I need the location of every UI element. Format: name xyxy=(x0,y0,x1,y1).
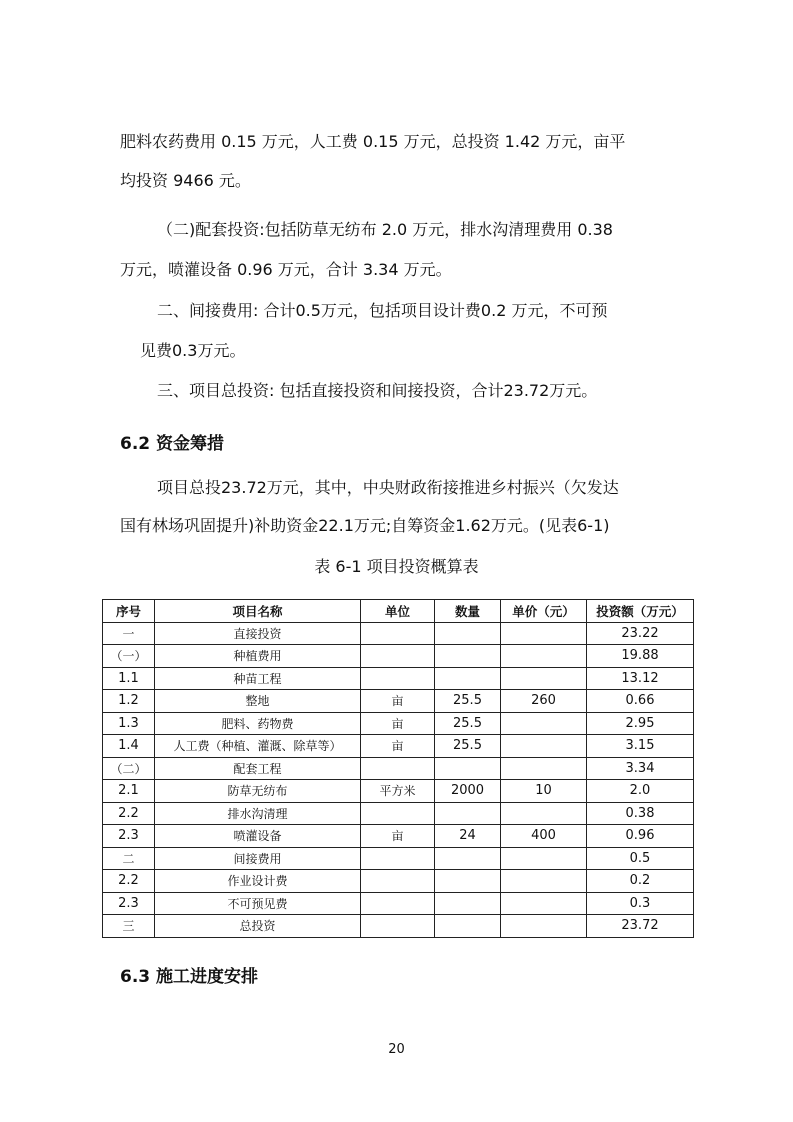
investment-table xyxy=(102,599,694,938)
table-row xyxy=(103,892,694,915)
cell-seq: 2.3 xyxy=(103,825,155,848)
cell-unit-price: 260 xyxy=(501,690,587,713)
paragraph-line: 国有林场巩固提升)补助资金22.1万元;自筹资金1.62万元。(见表6-1) xyxy=(120,516,610,535)
header-quantity: 数量 xyxy=(435,600,501,623)
cell-unit-price xyxy=(501,622,587,645)
header-item-name: 项目名称 xyxy=(155,600,361,623)
paragraph-line: （二)配套投资:包括防草无纺布 2.0 万元，排水沟清理费用 0.38 xyxy=(157,220,613,239)
table-row xyxy=(103,667,694,690)
cell-investment: 0.5 xyxy=(587,847,694,870)
paragraph-line: 均投资 9466 元。 xyxy=(120,171,251,190)
cell-unit xyxy=(361,757,435,780)
cell-item-name: 总投资 xyxy=(155,915,361,938)
cell-seq: 三 xyxy=(103,915,155,938)
cell-unit-price: 10 xyxy=(501,780,587,803)
cell-investment: 0.66 xyxy=(587,690,694,713)
cell-seq: 2.3 xyxy=(103,892,155,915)
table-caption: 表 6-1 项目投资概算表 xyxy=(314,557,479,576)
header-investment: 投资额（万元） xyxy=(587,600,694,623)
table-row xyxy=(103,825,694,848)
cell-quantity xyxy=(435,915,501,938)
cell-seq: 二 xyxy=(103,847,155,870)
cell-quantity: 25.5 xyxy=(435,735,501,758)
cell-item-name: 排水沟清理 xyxy=(155,802,361,825)
cell-investment: 2.0 xyxy=(587,780,694,803)
cell-item-name: 种苗工程 xyxy=(155,667,361,690)
table-row xyxy=(103,802,694,825)
cell-item-name: 喷灌设备 xyxy=(155,825,361,848)
paragraph-line: 肥料农药费用 0.15 万元，人工费 0.15 万元，总投资 1.42 万元，亩平 xyxy=(120,132,626,151)
cell-quantity: 25.5 xyxy=(435,690,501,713)
table-row xyxy=(103,622,694,645)
cell-quantity xyxy=(435,667,501,690)
cell-unit xyxy=(361,915,435,938)
cell-unit-price xyxy=(501,667,587,690)
page-number: 20 xyxy=(388,1042,405,1057)
cell-quantity xyxy=(435,847,501,870)
cell-investment: 0.38 xyxy=(587,802,694,825)
cell-seq: 2.2 xyxy=(103,870,155,893)
cell-item-name: 作业设计费 xyxy=(155,870,361,893)
header-seq: 序号 xyxy=(103,600,155,623)
cell-item-name: 人工费（种植、灌溉、除草等） xyxy=(155,735,361,758)
header-unit-price: 单价（元） xyxy=(501,600,587,623)
cell-seq: 1.3 xyxy=(103,712,155,735)
section-heading: 6.2 资金筹措 xyxy=(120,434,225,454)
cell-item-name: 间接费用 xyxy=(155,847,361,870)
paragraph-line: 见费0.3万元。 xyxy=(140,341,246,360)
cell-investment: 3.34 xyxy=(587,757,694,780)
cell-item-name: 防草无纺布 xyxy=(155,780,361,803)
cell-investment: 2.95 xyxy=(587,712,694,735)
cell-quantity xyxy=(435,892,501,915)
cell-quantity: 24 xyxy=(435,825,501,848)
cell-item-name: 种植费用 xyxy=(155,645,361,668)
cell-unit-price xyxy=(501,802,587,825)
cell-quantity xyxy=(435,645,501,668)
cell-seq: 2.1 xyxy=(103,780,155,803)
cell-investment: 3.15 xyxy=(587,735,694,758)
table-row xyxy=(103,690,694,713)
cell-quantity xyxy=(435,870,501,893)
cell-unit-price xyxy=(501,870,587,893)
cell-unit-price xyxy=(501,757,587,780)
cell-unit xyxy=(361,645,435,668)
paragraph-line: 项目总投23.72万元，其中，中央财政衔接推进乡村振兴（欠发达 xyxy=(157,478,619,497)
cell-unit xyxy=(361,847,435,870)
cell-unit xyxy=(361,802,435,825)
cell-quantity xyxy=(435,622,501,645)
table-header-row xyxy=(103,600,694,623)
paragraph-line: 三、项目总投资: 包括直接投资和间接投资，合计23.72万元。 xyxy=(157,381,598,400)
cell-seq: （二） xyxy=(103,757,155,780)
cell-seq: 1.1 xyxy=(103,667,155,690)
cell-quantity xyxy=(435,757,501,780)
cell-unit: 亩 xyxy=(361,690,435,713)
cell-unit: 平方米 xyxy=(361,780,435,803)
cell-unit-price xyxy=(501,892,587,915)
cell-unit: 亩 xyxy=(361,825,435,848)
cell-unit: 亩 xyxy=(361,735,435,758)
cell-unit-price xyxy=(501,915,587,938)
cell-investment: 13.12 xyxy=(587,667,694,690)
table-row xyxy=(103,780,694,803)
cell-investment: 0.96 xyxy=(587,825,694,848)
table-row xyxy=(103,645,694,668)
table-row xyxy=(103,757,694,780)
cell-investment: 23.72 xyxy=(587,915,694,938)
cell-unit-price xyxy=(501,847,587,870)
cell-seq: 1.4 xyxy=(103,735,155,758)
cell-item-name: 配套工程 xyxy=(155,757,361,780)
cell-quantity: 2000 xyxy=(435,780,501,803)
cell-investment: 0.3 xyxy=(587,892,694,915)
cell-unit-price xyxy=(501,735,587,758)
table-row xyxy=(103,870,694,893)
cell-seq: 一 xyxy=(103,622,155,645)
cell-item-name: 直接投资 xyxy=(155,622,361,645)
cell-item-name: 不可预见费 xyxy=(155,892,361,915)
cell-investment: 19.88 xyxy=(587,645,694,668)
cell-seq: （一） xyxy=(103,645,155,668)
header-unit: 单位 xyxy=(361,600,435,623)
cell-unit xyxy=(361,622,435,645)
cell-unit xyxy=(361,667,435,690)
cell-investment: 23.22 xyxy=(587,622,694,645)
cell-unit xyxy=(361,892,435,915)
table-row xyxy=(103,712,694,735)
cell-item-name: 肥料、药物费 xyxy=(155,712,361,735)
cell-item-name: 整地 xyxy=(155,690,361,713)
cell-unit-price xyxy=(501,712,587,735)
cell-unit-price: 400 xyxy=(501,825,587,848)
cell-unit-price xyxy=(501,645,587,668)
cell-seq: 2.2 xyxy=(103,802,155,825)
cell-investment: 0.2 xyxy=(587,870,694,893)
cell-quantity: 25.5 xyxy=(435,712,501,735)
section-heading: 6.3 施工进度安排 xyxy=(120,967,259,987)
cell-quantity xyxy=(435,802,501,825)
table-row xyxy=(103,847,694,870)
table-row xyxy=(103,735,694,758)
cell-unit: 亩 xyxy=(361,712,435,735)
cell-seq: 1.2 xyxy=(103,690,155,713)
cell-unit xyxy=(361,870,435,893)
paragraph-line: 二、间接费用: 合计0.5万元，包括项目设计费0.2 万元，不可预 xyxy=(157,301,608,320)
table-row xyxy=(103,915,694,938)
paragraph-line: 万元，喷灌设备 0.96 万元，合计 3.34 万元。 xyxy=(120,260,452,279)
